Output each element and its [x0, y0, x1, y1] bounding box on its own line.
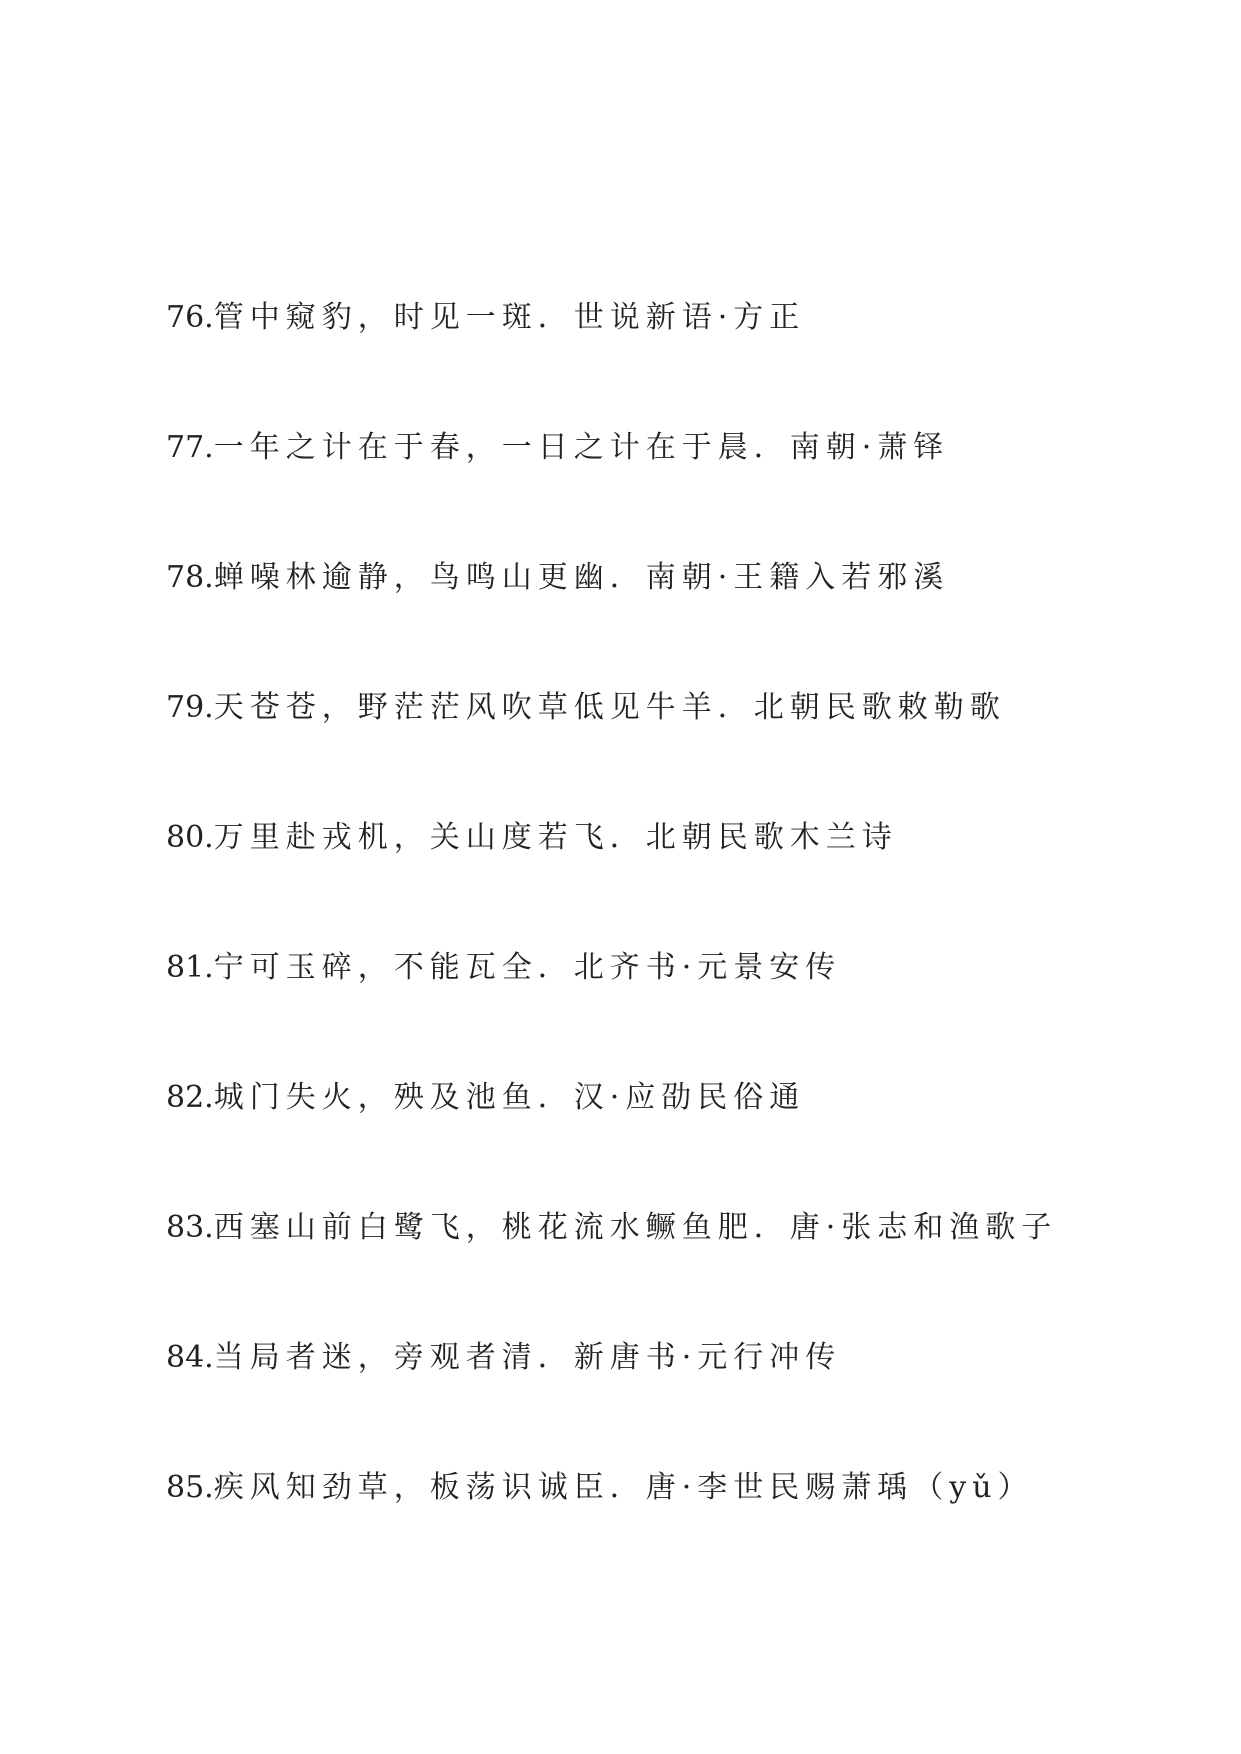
list-item: [166, 808, 1166, 938]
entry-number: 78.: [166, 560, 214, 595]
quote-list: [166, 288, 1166, 1588]
entry-text: 疾风知劲草，板荡识诚臣．唐·李世民赐萧瑀（yǔ）: [213, 1470, 1034, 1505]
entry-text: 城门失火，殃及池鱼．汉·应劭民俗通: [213, 1080, 806, 1115]
entry-text: 西塞山前白鹭飞，桃花流水鳜鱼肥．唐·张志和渔歌子: [213, 1210, 1058, 1245]
list-item: [166, 418, 1166, 548]
list-item: [166, 288, 1166, 418]
entry-text: 天苍苍，野茫茫风吹草低见牛羊．北朝民歌敕勒歌: [213, 690, 1006, 725]
entry-text: 万里赴戎机，关山度若飞．北朝民歌木兰诗: [213, 820, 898, 855]
entry-text: 管中窥豹，时见一斑．世说新语·方正: [213, 300, 806, 335]
list-item: [166, 938, 1166, 1068]
list-item: [166, 1068, 1166, 1198]
list-item: [166, 1198, 1166, 1328]
entry-number: 80.: [166, 820, 214, 855]
entry-number: 85.: [166, 1470, 214, 1505]
entry-number: 79.: [166, 690, 214, 725]
entry-text: 蝉噪林逾静，鸟鸣山更幽．南朝·王籍入若邪溪: [213, 560, 950, 595]
list-item: [166, 1328, 1166, 1458]
entry-number: 77.: [166, 430, 214, 465]
entry-number: 84.: [166, 1340, 214, 1375]
list-item: [166, 678, 1166, 808]
entry-number: 82.: [166, 1080, 214, 1115]
entry-number: 83.: [166, 1210, 214, 1245]
entry-number: 81.: [166, 950, 214, 985]
list-item: [166, 548, 1166, 678]
entry-number: 76.: [166, 300, 214, 335]
entry-text: 当局者迷，旁观者清．新唐书·元行冲传: [213, 1340, 842, 1375]
entry-text: 一年之计在于春，一日之计在于晨．南朝·萧铎: [213, 430, 950, 465]
entry-text: 宁可玉碎，不能瓦全．北齐书·元景安传: [213, 950, 842, 985]
list-item: [166, 1458, 1166, 1588]
